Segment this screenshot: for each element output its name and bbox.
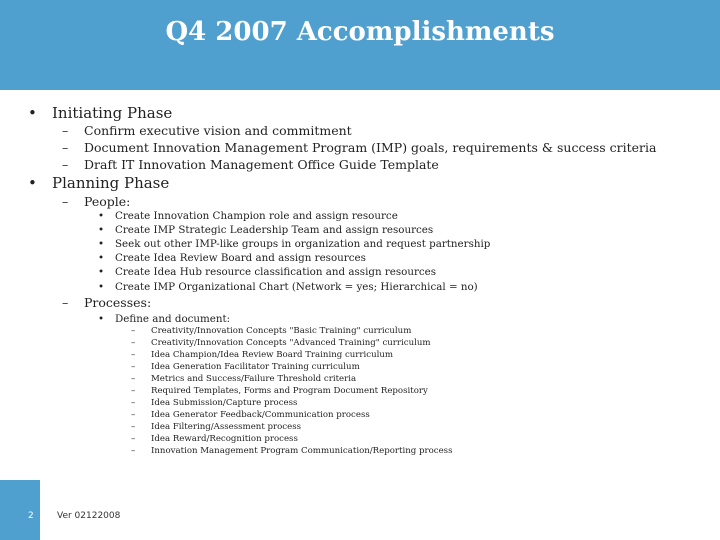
footer-content-area bbox=[40, 480, 720, 540]
dash-marker: – bbox=[131, 386, 136, 396]
dash-marker: – bbox=[62, 194, 69, 209]
title-bar bbox=[0, 0, 720, 90]
process-item-text: Required Templates, Forms and Program Document Repository bbox=[151, 386, 428, 396]
dash-marker: – bbox=[131, 374, 136, 384]
process-item-text: Idea Submission/Capture process bbox=[151, 398, 298, 408]
bullet-marker: • bbox=[28, 174, 37, 192]
people-item-text: Create IMP Strategic Leadership Team and assign resources bbox=[115, 224, 434, 236]
people-item-text: Seek out other IMP-like groups in organization and request partnership bbox=[115, 238, 491, 250]
process-item-text: Idea Reward/Recognition process bbox=[151, 434, 298, 444]
people-item-text: Create Innovation Champion role and assign resource bbox=[115, 210, 398, 222]
dash-marker: – bbox=[62, 295, 69, 310]
define-document-label: Define and document: bbox=[115, 313, 231, 325]
process-item-text: Metrics and Success/Failure Threshold criteria bbox=[151, 374, 357, 384]
dash-marker: – bbox=[62, 123, 69, 138]
sub-bullet-text: Processes: bbox=[84, 295, 152, 310]
dash-marker: – bbox=[131, 422, 136, 432]
bullet-marker: • bbox=[28, 104, 37, 122]
bullet-marker: • bbox=[98, 281, 105, 293]
people-item-text: Create Idea Hub resource classification and assign resources bbox=[115, 266, 437, 278]
bullet-label: Planning Phase bbox=[52, 174, 170, 192]
dash-marker: – bbox=[131, 362, 136, 372]
process-item-text: Idea Generator Feedback/Communication process bbox=[151, 410, 370, 420]
bullet-marker: • bbox=[98, 266, 105, 278]
dash-marker: – bbox=[131, 434, 136, 444]
dash-marker: – bbox=[131, 410, 136, 420]
dash-marker: – bbox=[131, 398, 136, 408]
version-label: Ver 02122008 bbox=[57, 511, 121, 521]
bullet-marker: • bbox=[98, 252, 105, 264]
dash-marker: – bbox=[62, 157, 69, 172]
dash-marker: – bbox=[131, 350, 136, 360]
bullet-marker: • bbox=[98, 238, 105, 250]
process-item-text: Innovation Management Program Communication/Reporting process bbox=[151, 446, 453, 456]
slide-number: 2 bbox=[28, 511, 34, 521]
sub-bullet-text: Document Innovation Management Program (IMP) goals, requirements & success criteria bbox=[84, 140, 657, 155]
dash-marker: – bbox=[62, 140, 69, 155]
dash-marker: – bbox=[131, 338, 136, 348]
process-item-text: Idea Filtering/Assessment process bbox=[151, 422, 302, 432]
process-item-text: Idea Champion/Idea Review Board Training curriculum bbox=[151, 350, 394, 360]
sub-bullet-text: People: bbox=[84, 194, 131, 209]
process-item-text: Creativity/Innovation Concepts "Advanced Training" curriculum bbox=[151, 338, 431, 348]
bullet-marker: • bbox=[98, 313, 105, 325]
people-item-text: Create IMP Organizational Chart (Network = yes; Hierarchical = no) bbox=[115, 281, 478, 293]
people-item-text: Create Idea Review Board and assign resources bbox=[115, 252, 366, 264]
process-item-text: Idea Generation Facilitator Training curriculum bbox=[151, 362, 360, 372]
bullet-marker: • bbox=[98, 224, 105, 236]
process-item-text: Creativity/Innovation Concepts "Basic Training" curriculum bbox=[151, 326, 412, 336]
dash-marker: – bbox=[131, 446, 136, 456]
dash-marker: – bbox=[131, 326, 136, 336]
bullet-marker: • bbox=[98, 210, 105, 222]
bullet-label: Initiating Phase bbox=[52, 104, 173, 122]
slide-title: Q4 2007 Accomplishments bbox=[165, 17, 555, 47]
sub-bullet-text: Draft IT Innovation Management Office Guide Template bbox=[84, 157, 439, 172]
sub-bullet-text: Confirm executive vision and commitment bbox=[84, 123, 352, 138]
